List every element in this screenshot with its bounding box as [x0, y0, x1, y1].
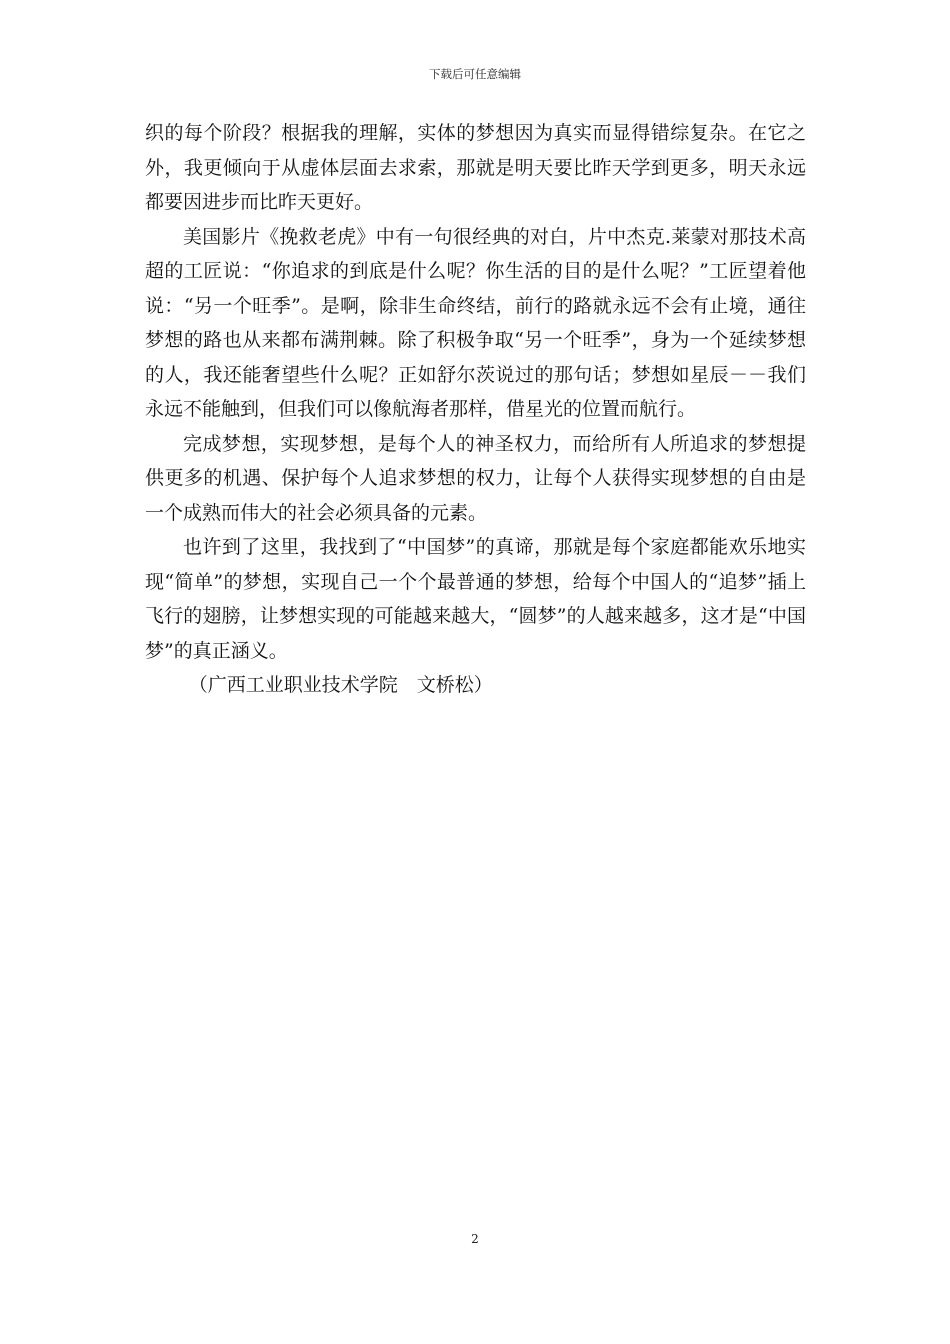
paragraph-china-dream: 也许到了这里，我找到了“中国梦”的真谛，那就是每个家庭都能欢乐地实现“简单”的梦想，实现自己一个个最普通的梦想，给每个中国人的“追梦”插上飞行的翅膀，让梦想实现的可能越来越大，“圆梦”的人越来越多，这才是“中国梦”的真正涵义。: [145, 536, 806, 662]
author-byline: （广西工业职业技术学院 文桥松）: [188, 674, 493, 696]
paragraph-dream-rights: 完成梦想，实现梦想，是每个人的神圣权力，而给所有人所追求的梦想提供更多的机遇、保护每个人追求梦想的权力，让每个人获得实现梦想的自由是一个成熟而伟大的社会必须具备的元素。: [145, 432, 806, 524]
paragraph-movie-quote: 美国影片《挽救老虎》中有一句很经典的对白，片中杰克.莱蒙对那技术高超的工匠说：“你追求的到底是什么呢？你生活的目的是什么呢？”工匠望着他说：“另一个旺季”。是啊，除非生命终结，前行的路就永远不会有止境，通往梦想的路也从来都布满荆棘。除了积极争取“另一个旺季”，身为一个延续梦想的人，我还能奢望些什么呢？正如舒尔茨说过的那句话；梦想如星辰－－我们永远不能触到，但我们可以像航海者那样，借星光的位置而航行。: [145, 225, 806, 420]
page-header: 下载后可任意编辑: [429, 67, 521, 81]
paragraph-continuation: 织的每个阶段？根据我的理解，实体的梦想因为真实而显得错综复杂。在它之外，我更倾向于从虚体层面去求索，那就是明天要比昨天学到更多，明天永远都要因进步而比昨天更好。: [145, 122, 806, 213]
document-body: [145, 116, 806, 703]
page-number: 2: [471, 1232, 479, 1246]
